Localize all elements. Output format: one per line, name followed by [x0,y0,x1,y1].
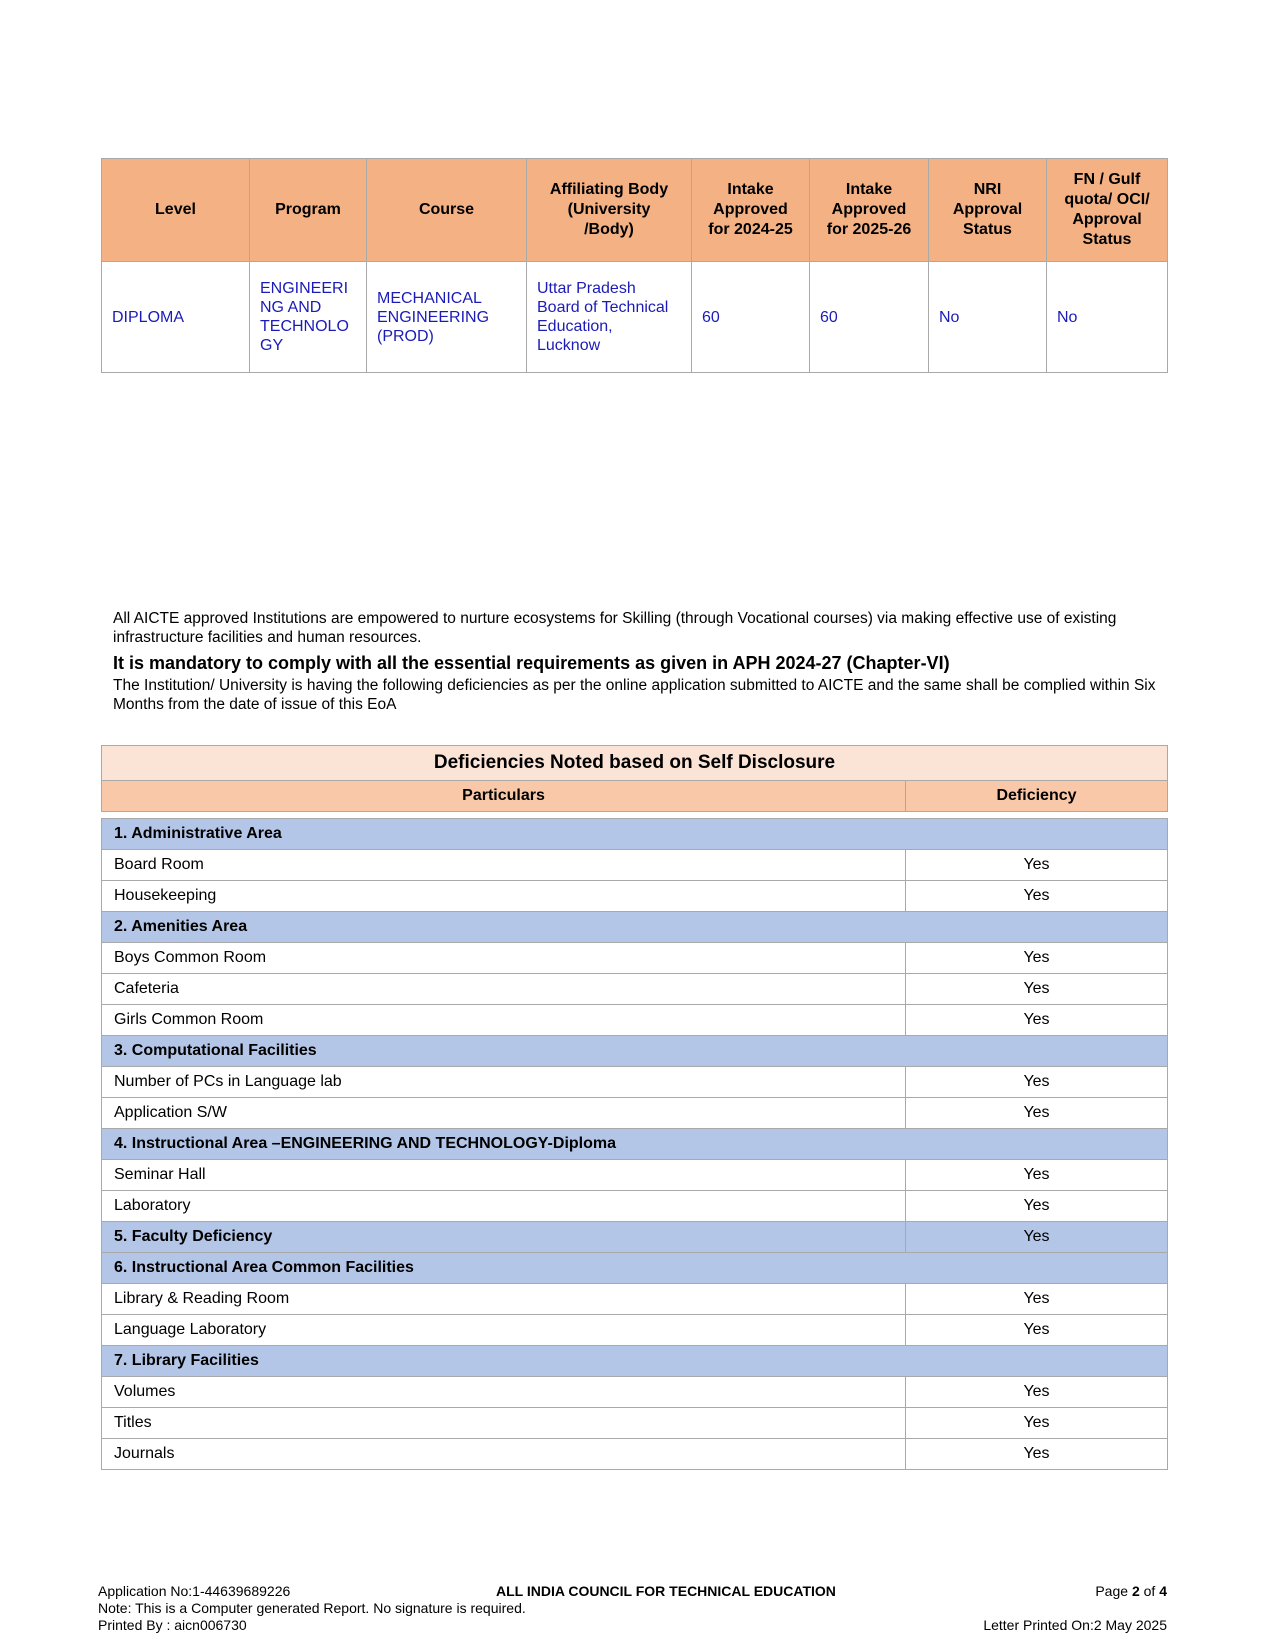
page-prefix: Page [1095,1583,1132,1599]
table-row [102,974,1168,1005]
header-nri-status: NRI Approval Status [929,159,1047,262]
header-intake-2025-26: Intake Approved for 2025-26 [810,159,929,262]
particular-label: Language Laboratory [102,1315,906,1346]
particular-label: Seminar Hall [102,1160,906,1191]
particular-label: Library & Reading Room [102,1284,906,1315]
section-label: 4. Instructional Area –ENGINEERING AND TECHNOLOGY-Diploma [102,1129,1168,1160]
deficiency-value: Yes [906,1408,1168,1439]
deficiency-value: Yes [906,1222,1168,1253]
table-row [102,881,1168,912]
deficiency-value: Yes [906,1098,1168,1129]
footer-organization: ALL INDIA COUNCIL FOR TECHNICAL EDUCATION [496,1583,836,1599]
section-label: 3. Computational Facilities [102,1036,1168,1067]
deficiency-value: Yes [906,850,1168,881]
header-fn-gulf-status: FN / Gulf quota/ OCI/ Approval Status [1047,159,1168,262]
table-row [102,1160,1168,1191]
deficiency-header: Deficiency [906,781,1168,812]
section-row [102,1346,1168,1377]
cell-program: ENGINEERI NG AND TECHNOLO GY [250,262,367,373]
program-table [101,158,1168,373]
section-label: 1. Administrative Area [102,819,1168,850]
table-row [102,1067,1168,1098]
particular-label: Housekeeping [102,881,906,912]
header-intake-2024-25: Intake Approved for 2024-25 [692,159,810,262]
table-row [102,1439,1168,1470]
table-row [102,1191,1168,1222]
deficiency-value: Yes [906,1439,1168,1470]
table-row [102,850,1168,881]
cell-intake-2025-26: 60 [810,262,929,373]
table-row [102,1005,1168,1036]
deficiency-list-table [101,818,1168,1470]
program-table-row [102,262,1168,373]
cell-level: DIPLOMA [102,262,250,373]
footer-page-number [1095,1583,1167,1600]
deficiency-value: Yes [906,1315,1168,1346]
deficiency-value: Yes [906,974,1168,1005]
header-level: Level [102,159,250,262]
footer-printed-by: Printed By : aicn006730 [98,1617,247,1633]
footer-application-no: Application No:1-44639689226 [98,1583,291,1599]
particular-label: Titles [102,1408,906,1439]
table-row [102,1284,1168,1315]
section-label: 5. Faculty Deficiency [102,1222,906,1253]
deficiency-value: Yes [906,1377,1168,1408]
page-total: 4 [1159,1583,1167,1599]
mandatory-note: It is mandatory to comply with all the essential requirements as given in APH 2024-27 (Chapter-VI) [113,653,950,673]
deficiency-value: Yes [906,1284,1168,1315]
cell-nri-status: No [929,262,1047,373]
skilling-note: All AICTE approved Institutions are empowered to nurture ecosystems for Skilling (through Vocational courses) via making effective use of existing infrastructure facilities and human resources. [113,610,1117,646]
page-current: 2 [1131,1583,1140,1599]
particulars-header: Particulars [102,781,906,812]
particular-label: Journals [102,1439,906,1470]
header-program: Program [250,159,367,262]
deficiency-value: Yes [906,1160,1168,1191]
section-label: 2. Amenities Area [102,912,1168,943]
header-affiliating-body: Affiliating Body (University /Body) [527,159,692,262]
cell-intake-2024-25: 60 [692,262,810,373]
particular-label: Application S/W [102,1098,906,1129]
footer-note: Note: This is a Computer generated Report. No signature is required. [98,1600,526,1616]
deficiency-note: The Institution/ University is having the following deficiencies as per the online application submitted to AICTE and the same shall be complied within Six Months from the date of issue of this EoA [113,677,1156,713]
particular-label: Number of PCs in Language lab [102,1067,906,1098]
particular-label: Cafeteria [102,974,906,1005]
footer-printed-on: Letter Printed On:2 May 2025 [983,1617,1167,1633]
section-row [102,1253,1168,1284]
deficiency-value: Yes [906,1191,1168,1222]
header-course: Course [367,159,527,262]
deficiency-header-table [101,745,1168,812]
deficiency-value: Yes [906,943,1168,974]
deficiency-value: Yes [906,1005,1168,1036]
deficiency-value: Yes [906,881,1168,912]
page-of: of [1139,1583,1160,1599]
cell-affiliating-body: Uttar Pradesh Board of Technical Education, Lucknow [527,262,692,373]
deficiency-title: Deficiencies Noted based on Self Disclosure [102,746,1168,781]
table-row [102,1098,1168,1129]
section-row [102,819,1168,850]
program-table-header-row [102,159,1168,262]
table-row [102,943,1168,974]
table-row [102,1315,1168,1346]
particular-label: Girls Common Room [102,1005,906,1036]
section-row [102,1222,1168,1253]
section-label: 6. Instructional Area Common Facilities [102,1253,1168,1284]
deficiency-value: Yes [906,1067,1168,1098]
particular-label: Board Room [102,850,906,881]
particular-label: Laboratory [102,1191,906,1222]
table-row [102,1408,1168,1439]
table-row [102,1377,1168,1408]
section-row [102,912,1168,943]
particular-label: Boys Common Room [102,943,906,974]
section-row [102,1036,1168,1067]
cell-fn-gulf-status: No [1047,262,1168,373]
particular-label: Volumes [102,1377,906,1408]
section-label: 7. Library Facilities [102,1346,1168,1377]
cell-course: MECHANICAL ENGINEERING (PROD) [367,262,527,373]
section-row [102,1129,1168,1160]
